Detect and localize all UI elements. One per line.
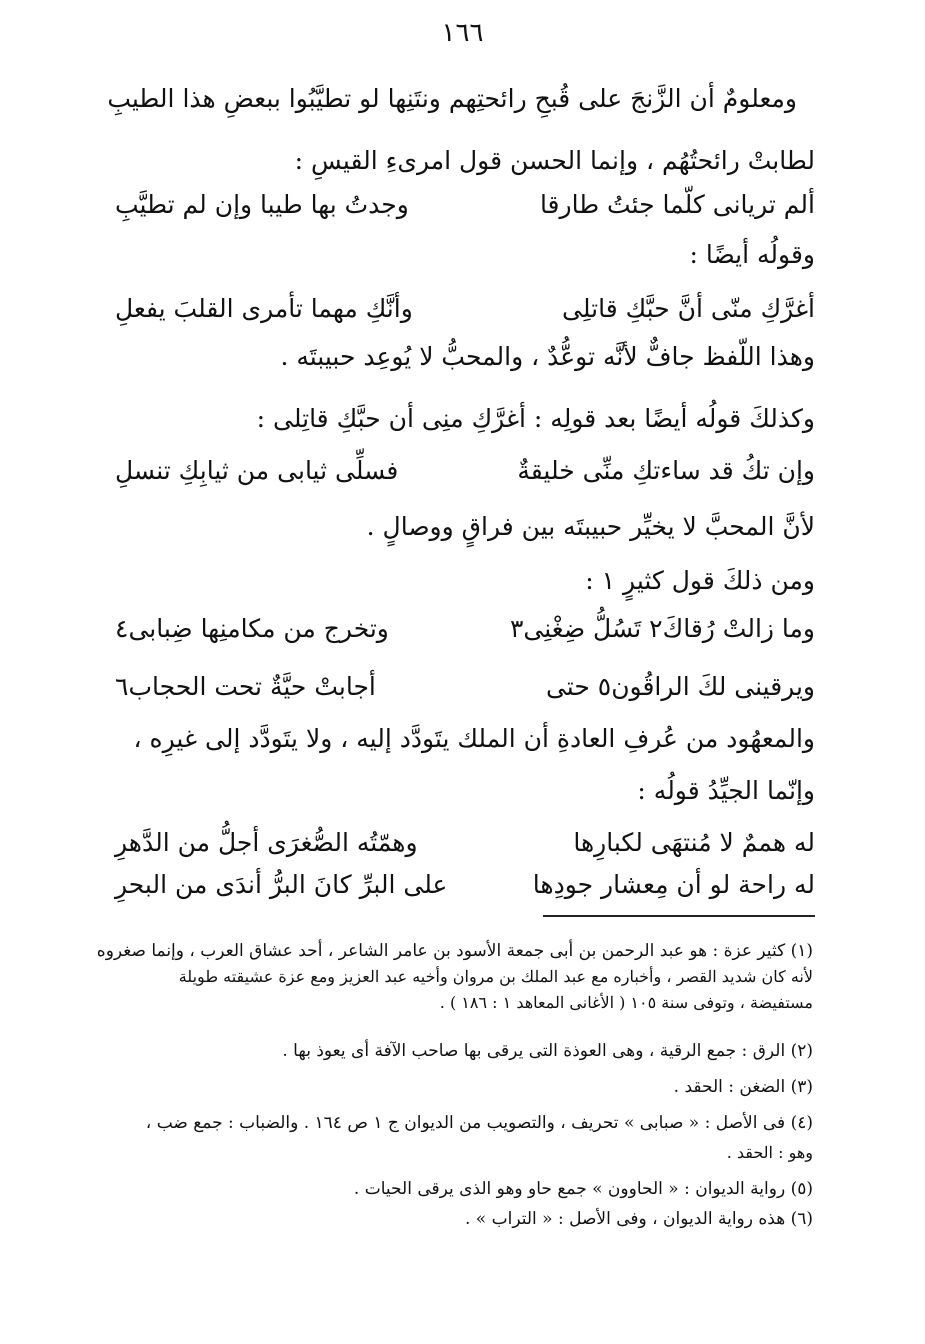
body-line: ومن ذلكَ قول كثيرٍ ١ : <box>585 566 815 595</box>
footnote-number: (٦) <box>790 1209 813 1229</box>
footnote-text: لأنه كان شديد القصر ، وأخباره مع عبد الملك بن مروان وأخيه عبد العزيز ومع عزة عشيقته طويلة <box>178 967 813 986</box>
verse-hemistich-1: له هممٌ لا مُنتهَى لكبارِها <box>573 828 815 857</box>
body-line: لطابتْ رائحتُهُم ، وإنما الحسن قول امرىءِ القيسِ : <box>294 146 815 175</box>
verse <box>115 670 815 710</box>
footnote-continuation <box>103 990 813 1016</box>
footnote-number: (٥) <box>790 1179 813 1199</box>
footnote-text: فى الأصل : « صبابى » تحريف ، والتصويب من الديوان ج ١ ص ١٦٤ . والضباب : جمع ضب ، <box>145 1113 786 1133</box>
body-line: وإنّما الجيِّدُ قولُه : <box>637 776 815 805</box>
footnote-text: مستفيضة ، وتوفى سنة ١٠٥ ( الأغانى المعاهد ١ : ١٨٦ ) . <box>439 993 813 1012</box>
body-line: ومعلومٌ أن الزَّنجَ على قُبحِ رائحتِهم ونتَنِها لو تطيَّبُوا ببعضِ هذا الطيبِ <box>107 84 797 113</box>
footnote <box>113 1038 813 1064</box>
verse-hemistich-2: وتخرج من مكامنِها ضِبابى٤ <box>115 614 389 643</box>
verse-hemistich-2: وأنَّكِ مهما تأمرى القلبَ يفعلِ <box>115 294 413 323</box>
body-line: وكذلكَ قولُه أيضًا بعد قولِه : أغرَّكِ منِى أن حبَّكِ قاتِلى : <box>256 404 815 433</box>
footnote-number: (٤) <box>790 1113 813 1133</box>
footnote-number: (١) <box>790 941 813 961</box>
verse-hemistich-2: فسلِّى ثيابى من ثيابِكِ تنسلِ <box>115 456 399 485</box>
footnote-text: رواية الديوان : « الحاوون » جمع حاو وهو الذى يرقى الحيات . <box>353 1179 786 1199</box>
footnote-text: الضغن : الحقد . <box>673 1077 786 1097</box>
verse-hemistich-1: أغرَّكِ منّى أنَّ حبَّكِ قاتلِى <box>562 294 815 323</box>
footnote <box>113 1206 813 1232</box>
verse-hemistich-2: أجابتْ حيَّةٌ تحت الحجاب٦ <box>115 672 376 701</box>
footnote-text: هذه رواية الديوان ، وفى الأصل : « التراب » . <box>465 1209 786 1229</box>
body-line: والمعهُود من عُرفِ العادةِ أن الملك يتَودَّد إليه ، ولا يتَودَّد إلى غيرِه ، <box>133 724 815 753</box>
verse-hemistich-2: وجدتُ بها طيبا وإن لم تطيَّبِ <box>115 190 409 219</box>
footnote-text: وهو : الحقد . <box>726 1143 813 1162</box>
footnote <box>113 1176 813 1202</box>
verse <box>115 292 815 332</box>
verse-hemistich-1: ويرقينى لكَ الراقُون٥ حتى <box>545 672 815 701</box>
footnote-text: الرق : جمع الرقية ، وهى العوذة التى يرقى بها صاحب الآفة أى يعوذ بها . <box>282 1041 786 1061</box>
footnote-continuation <box>113 1140 813 1166</box>
verse-hemistich-1: له راحة لو أن مِعشار جودِها <box>532 870 815 899</box>
body-line: وهذا اللّفظ جافٌّ لأنَّه توعُّدٌ ، والمحبُّ لا يُوعِد حبيبتَه . <box>280 342 815 371</box>
footnote-text: كثير عزة : هو عبد الرحمن بن أبى جمعة الأسود بن عامر الشاعر ، أحد عشاق العرب ، وإنما صغروه <box>96 941 786 961</box>
verse <box>115 868 815 908</box>
verse <box>115 454 815 494</box>
footnote <box>113 1110 813 1136</box>
footnote <box>113 1074 813 1100</box>
page-number: ١٦٦ <box>441 18 484 48</box>
verse <box>115 612 815 652</box>
verse-hemistich-2: على البرِّ كانَ البرُّ أندَى من البحرِ <box>115 870 448 899</box>
verse-hemistich-1: وما زالتْ رُقاكَ٢ تَسُلُّ ضِغْنِى٣ <box>509 614 815 643</box>
body-line: لأنَّ المحبَّ لا يخيِّر حبيبتَه بين فراقٍ ووصالٍ . <box>366 512 815 541</box>
verse <box>115 188 815 228</box>
body-line: وقولُه أيضًا : <box>689 240 815 269</box>
footnote-number: (٣) <box>790 1077 813 1097</box>
verse <box>115 826 815 866</box>
verse-hemistich-1: وإن تكُ قد ساءتكِ منِّى خليقةٌ <box>517 456 815 485</box>
footnote-number: (٢) <box>790 1041 813 1061</box>
footnote-divider <box>543 915 815 917</box>
footnote <box>96 938 813 964</box>
verse-hemistich-1: ألم تريانى كلّما جئتُ طارقا <box>539 190 815 219</box>
footnote-continuation <box>103 964 813 990</box>
verse-hemistich-2: وهمّتُه الصُّغرَى أجلُّ من الدَّهرِ <box>115 828 418 857</box>
